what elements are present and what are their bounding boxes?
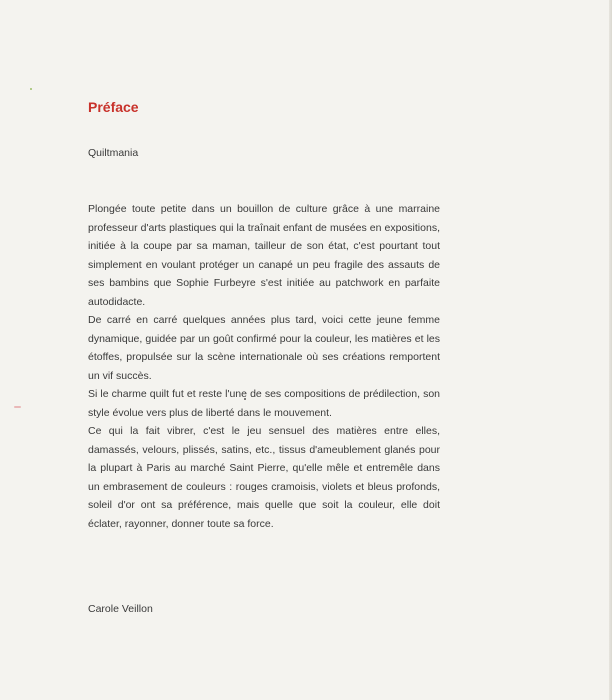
page-title: Préface	[88, 99, 139, 115]
author-signature: Carole Veillon	[88, 603, 153, 615]
paragraph: Si le charme quilt fut et reste l'une de ses compositions de prédilection, son style évolue vers plus de liberté dans le mouvement.	[88, 388, 440, 419]
speck-mark	[14, 406, 21, 408]
paragraph: Plongée toute petite dans un bouillon de culture grâce à une marraine professeur d'arts plastiques qui la traînait enfant de musées en expositions, initiée à la coupe par sa maman, tailleur de son état, c'est pourtant tout simplement en voulant protéger un canapé un peu fragile des assauts de ses bambins que Sophie Furbeyre s'est initiée au patchwork en parfaite autodidacte.	[88, 203, 440, 308]
paragraph: De carré en carré quelques années plus tard, voici cette jeune femme dynamique, guidée par un goût confirmé pour la couleur, les matières et les étoffes, propulsée sur la scène internationale où ses créations remportent un vif succès.	[88, 314, 440, 382]
preface-body	[88, 200, 440, 533]
page-subtitle: Quiltmania	[88, 147, 139, 159]
paragraph: Ce qui la fait vibrer, c'est le jeu sensuel des matières entre elles, damassés, velours, plissés, satins, etc., tissus d'ameublement glanés pour la plupart à Paris au marché Saint Pierre, qu'elle mêle et entremêle dans un embrasement de couleurs : rouges cramoisis, violets et bleus profonds, soleil d'or ont sa préférence, mais quelle que soit la couleur, elle doit éclater, rayonner, donner toute sa force.	[88, 425, 440, 530]
speck-mark	[30, 88, 32, 90]
